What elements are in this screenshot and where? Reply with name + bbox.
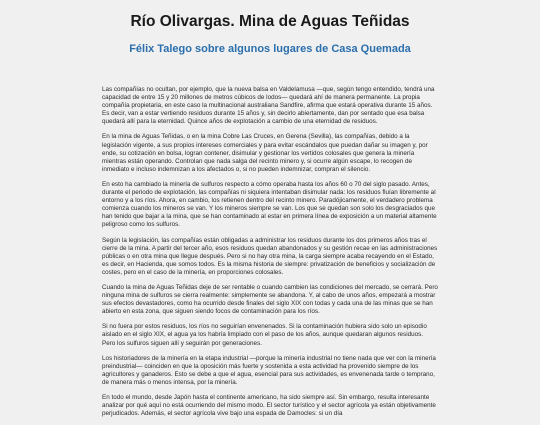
paragraph: Los historiadores de la minería en la etapa industrial —porque la minería industrial no tiene nada que ver con la minería preindustrial— coinciden en que la oposición más fuerte y sostenida a esta actividad ha provenido siempre de los agricultores y ganaderos. Esto se debe a que el agua, esencial para sus actividades, es envenenada tarde o temprano, de manera más o menos intensa, por la minería. — [102, 354, 436, 386]
paragraph: Cuando la mina de Aguas Teñidas deje de ser rentable o cuando cambien las condiciones del mercado, se cerrará. Pero ninguna mina de sulfuros se cierra realmente: simplemente se abandona. Y, al cabo de unos años, empezará a mostrar sus efectos devastadores, como ha ocurrido desde finales del siglo XIX con todas y cada una de las minas que se han abierto en esta zona, que siguen siendo focos de contaminación para los ríos. — [102, 283, 438, 316]
paragraph: En todo el mundo, desde Japón hasta el continente americano, ha sido siempre así. Sin embargo, resulta interesante analizar por qué aquí no está ocurriendo del mismo modo. El sector turístico y el sector agrícola ya están objetivamente perjudicados. Además, el sector agrícola vive bajo una espada de Damocles: si un día — [102, 394, 436, 418]
page-subtitle: Félix Talego sobre algunos lugares de Casa Quemada — [129, 43, 411, 55]
paragraph: Según la legislación, las compañías están obligadas a administrar los residuos durante los dos primeros años tras el cierre de la mina. A partir del tercer año, esos residuos quedan abandonados y su gestión recae en las administraciones públicas o en otra mina que llegue después. Pero si no hay otra mina, la carga siempre acaba recayendo en el Estado, es decir, en Hacienda, que somos todos. Es la misma historia de siempre: privatización de beneficios y socialización de costes, pero en el caso de la minería, en proporciones colosales. — [102, 236, 438, 276]
paragraph: En esto ha cambiado la minería de sulfuros respecto a cómo operaba hasta los años 60 o 70 del siglo pasado. Antes, durante el periodo de explotación, las compañías ni siquiera intentaban disimular nada: los residuos fluían libremente al entorno y a los ríos. Ahora, en cambio, los retienen dentro del recinto minero. Paradójicamente, el verdadero problema comienza cuando los mineros se van. Y los mineros siempre se van. Los que se quedan son solo los desgraciados que han tenido que bajar a la mina, que se han contaminado al estar en primera línea de exposición a un material altamente peligroso como los sulfuros. — [102, 180, 437, 229]
paragraph: Las compañías no ocultan, por ejemplo, que la nueva balsa en Valdelamusa —que, según tengo entendido, tendrá una capacidad de entre 15 y 20 millones de metros cúbicos de lodos— quedará ahí de manera permanente. La propia compañía propietaria, en este caso la multinacional australiana Sandfire, afirma que estará operativa durante 15 años. Es decir, van a estar vertiendo residuos durante 15 años y, sin decirlo abiertamente, dan por sentado que esa balsa quedará allí para la eternidad. Quince años de explotación a cambio de una eternidad de residuos. — [102, 86, 435, 126]
paragraph: Si no fuera por estos residuos, los ríos no seguirían envenenados. Si la contaminación hubiera sido solo un episodio aislado en el siglo XIX, el agua ya los habría limpiado con el paso de los años, aunque quedaran algunos residuos. Pero los sulfuros siguen allí y seguirán por generaciones. — [102, 323, 427, 347]
page-title: Río Olivargas. Mina de Aguas Teñidas — [130, 13, 410, 30]
article-body — [102, 86, 438, 425]
paragraph: En la mina de Aguas Teñidas, o en la mina Cobre Las Cruces, en Gerena (Sevilla), las compañías, debido a la legislación vigente, a sus propios intereses comerciales y para evitar escándalos que puedan dañar su imagen y, por ende, su cotización en bolsa, logran contener, disimular y gestionar los vertidos colosales que genera la minería mientras están operando. Controlan que nada salga del recinto minero y, si ocurre algún escape, lo recogen de inmediato e incluso indemnizan a los afectados o, si no pueden indemnizar, compran el silencio. — [102, 133, 428, 173]
